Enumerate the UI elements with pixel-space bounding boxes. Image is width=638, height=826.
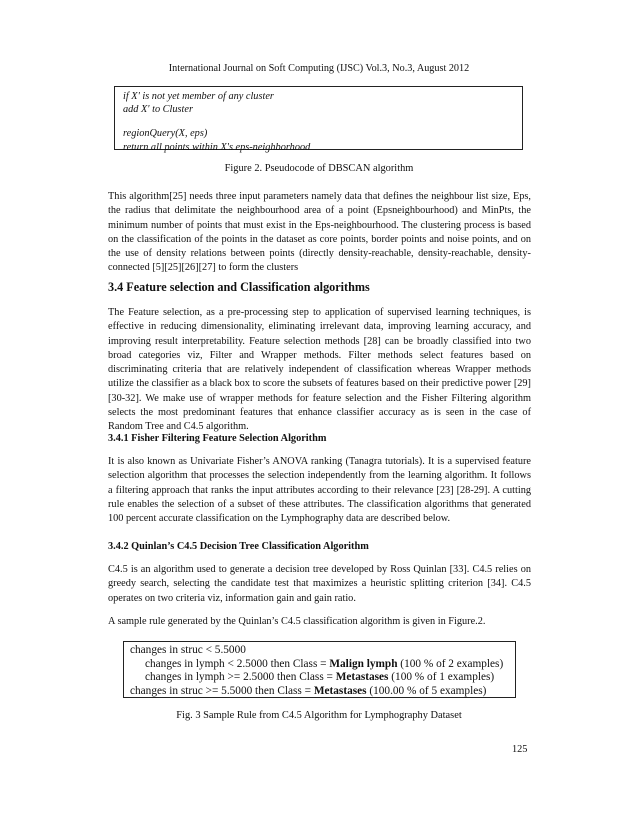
rule-class: Malign lymph	[329, 657, 398, 670]
rule-line: changes in lymph >= 2.5000 then Class = Metastases (100 % of 1 examples)	[145, 671, 495, 684]
pseudocode-line: regionQuery(X, eps)	[123, 128, 208, 140]
rule-class: Metastases	[313, 684, 367, 697]
rule-line: changes in struc < 5.5000	[130, 644, 246, 656]
pseudocode-line: return all points within X's eps-neighborhood	[123, 141, 311, 153]
rule-line: changes in lymph < 2.5000 then Class = Malign lymph (100 % of 2 examples)	[145, 657, 504, 670]
dbscan-paragraph: This algorithm[25] needs three input parameters namely data that defines the neighbour list size, Eps, the radius that delimitate the neighbourhood area of a point (Epsneighbourhood) and MinPts, the minimum number of points that must exist in the Eps-neighbourhood. The clustering process is based on the classification of the points in the dataset as core points, border points and noise points, and on the use of density relations between points (directly density-reachable, density-reachable, density-connected [5][25][26][27] to form the clusters	[108, 191, 531, 274]
rule-line: changes in struc >= 5.5000 then Class = Metastases (100.00 % of 5 examples)	[130, 684, 487, 697]
pseudocode-line: if X' is not yet member of any cluster	[123, 91, 274, 102]
figure-2-caption: Figure 2. Pseudocode of DBSCAN algorithm	[224, 163, 414, 174]
feature-selection-paragraph: The Feature selection, as a pre-processing step to application of supervised learning techniques, is effective in reducing dimensionality, eliminating irrelevant data, improving learning accuracy, and improving result interpretability. Feature selection methods [28] can be broadly classified into two broad categories viz, Filter and Wrapper methods. Filter methods select features based on discriminating criteria that are relatively independent of classification whereas Wrapper methods utilize the classifier as a black box to score the subsets of features based on their predictive power [29][30-32]. We make use of wrapper methods for feature selection and the Fisher Filtering algorithm selects the most predominant features that enhance classifier accuracy as is seen in the case of Random Tree and C4.5 algorithm.	[108, 307, 531, 433]
section-heading-3-4: 3.4 Feature selection and Classification algorithms	[108, 280, 370, 294]
rule-class: Metastases	[335, 671, 389, 684]
c45-paragraph: C4.5 is an algorithm used to generate a decision tree developed by Ross Quinlan [33]. C4.5 relies on greedy search, selecting the candidate test that maximizes a heuristic splitting criterion [34]. C4.5 operates on two criteria viz, information gain and gain ratio.	[108, 564, 531, 604]
journal-header: International Journal on Soft Computing (IJSC) Vol.3, No.3, August 2012	[168, 63, 470, 74]
page-number: 125	[512, 744, 528, 755]
fisher-filtering-paragraph: It is also known as Univariate Fisher’s ANOVA ranking (Tanagra tutorials). It is a supervised feature selection algorithm that processes the selection independently from the learning algorithm. It follows a filtering approach that ranks the input attributes according to their relevance [23] [28-29]. A cutting rule enables the selection of a subset of these attributes. The classification algorithms that generated 100 percent accurate classification on the Lymphography data are described below.	[108, 456, 531, 525]
sample-rule-paragraph: A sample rule generated by the Quinlan’s C4.5 classification algorithm is given in Figure.2.	[108, 616, 486, 627]
pseudocode-line: add X' to Cluster	[123, 104, 193, 116]
section-heading-3-4-1: 3.4.1 Fisher Filtering Feature Selection Algorithm	[108, 433, 327, 444]
figure-3-caption: Fig. 3 Sample Rule from C4.5 Algorithm for Lymphography Dataset	[176, 710, 462, 721]
section-heading-3-4-2: 3.4.2 Quinlan’s C4.5 Decision Tree Classification Algorithm	[108, 541, 369, 552]
c45-rule-box	[123, 641, 516, 698]
dbscan-pseudocode-box	[114, 86, 523, 153]
